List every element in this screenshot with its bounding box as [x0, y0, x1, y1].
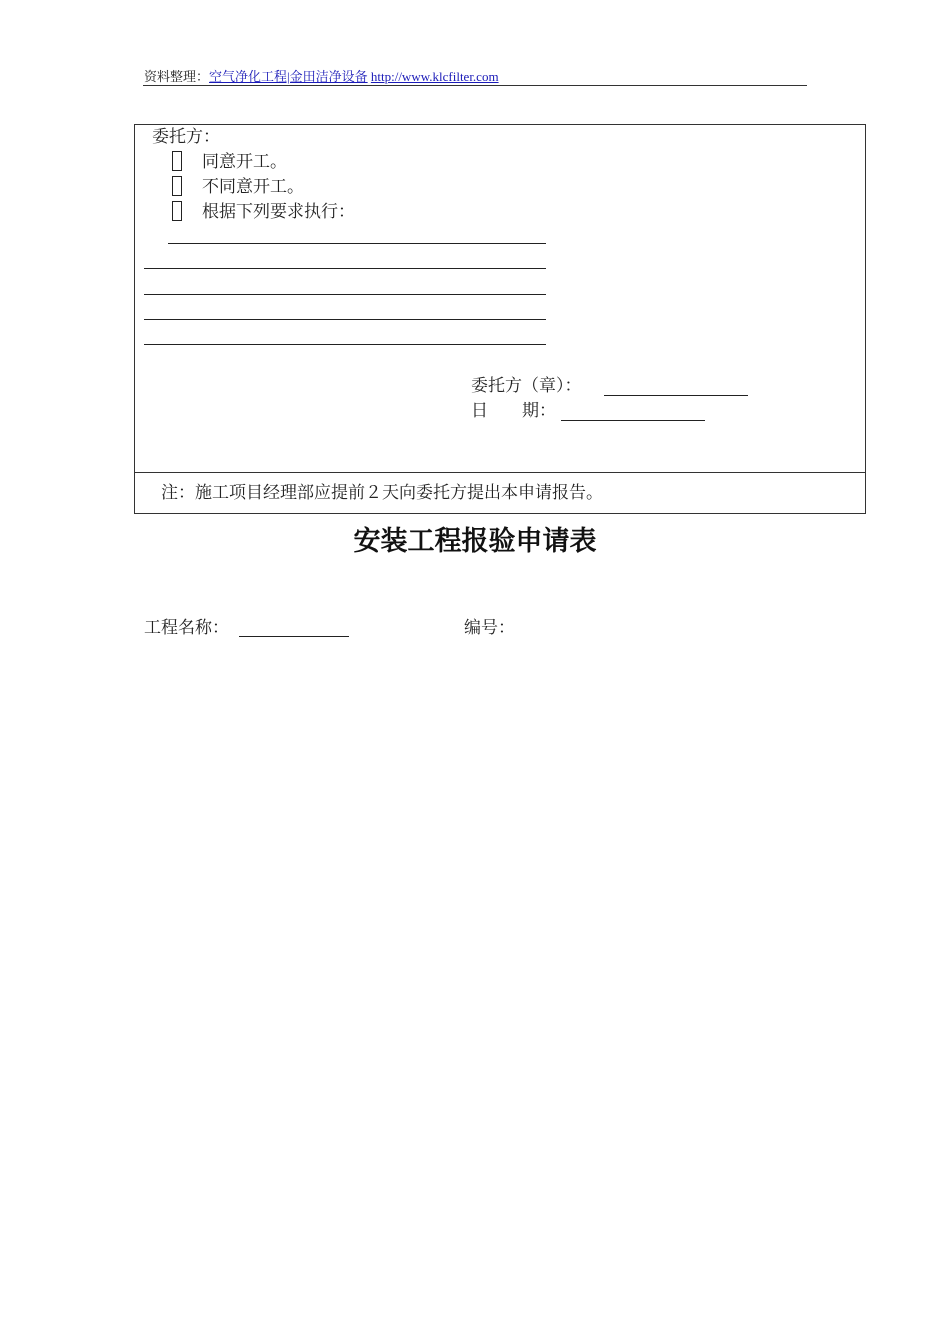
follow-requirements-checkbox[interactable] — [172, 201, 182, 221]
agree-start-checkbox[interactable] — [172, 151, 182, 171]
seal-label: 委托方（章）： — [471, 376, 582, 395]
requirement-line — [144, 294, 546, 295]
header-prefix: 资料整理： — [144, 69, 210, 84]
client-label: 委托方： — [152, 127, 220, 146]
date-field[interactable] — [561, 400, 705, 421]
disagree-start-checkbox[interactable] — [172, 176, 182, 196]
disagree-start-label: 不同意开工。 — [202, 177, 304, 196]
agree-start-label: 同意开工。 — [202, 152, 287, 171]
project-name-underline — [239, 636, 349, 637]
requirement-line — [144, 268, 546, 269]
note-divider — [134, 472, 866, 473]
requirement-line — [144, 319, 546, 320]
header-link[interactable]: 空气净化工程|金田洁净设备 — [209, 69, 368, 84]
page-header — [144, 66, 499, 85]
number-label: 编号： — [464, 618, 515, 637]
note-text: 注：施工项目经理部应提前２天向委托方提出本申请报告。 — [161, 483, 603, 502]
seal-underline — [604, 395, 748, 396]
date-label: 日 期： — [471, 401, 556, 420]
requirement-line — [168, 243, 546, 244]
number-field[interactable] — [520, 617, 630, 638]
requirements-area[interactable] — [144, 226, 546, 352]
seal-field[interactable] — [604, 375, 748, 396]
project-name-label: 工程名称： — [144, 618, 229, 637]
project-name-field[interactable] — [239, 617, 349, 638]
follow-requirements-label: 根据下列要求执行： — [202, 202, 355, 221]
requirement-line — [144, 344, 546, 345]
header-url[interactable]: http://www.klcfilter.com — [370, 69, 499, 84]
form-title: 安装工程报验申请表 — [353, 526, 597, 556]
date-underline — [561, 420, 705, 421]
header-rule — [143, 85, 807, 86]
